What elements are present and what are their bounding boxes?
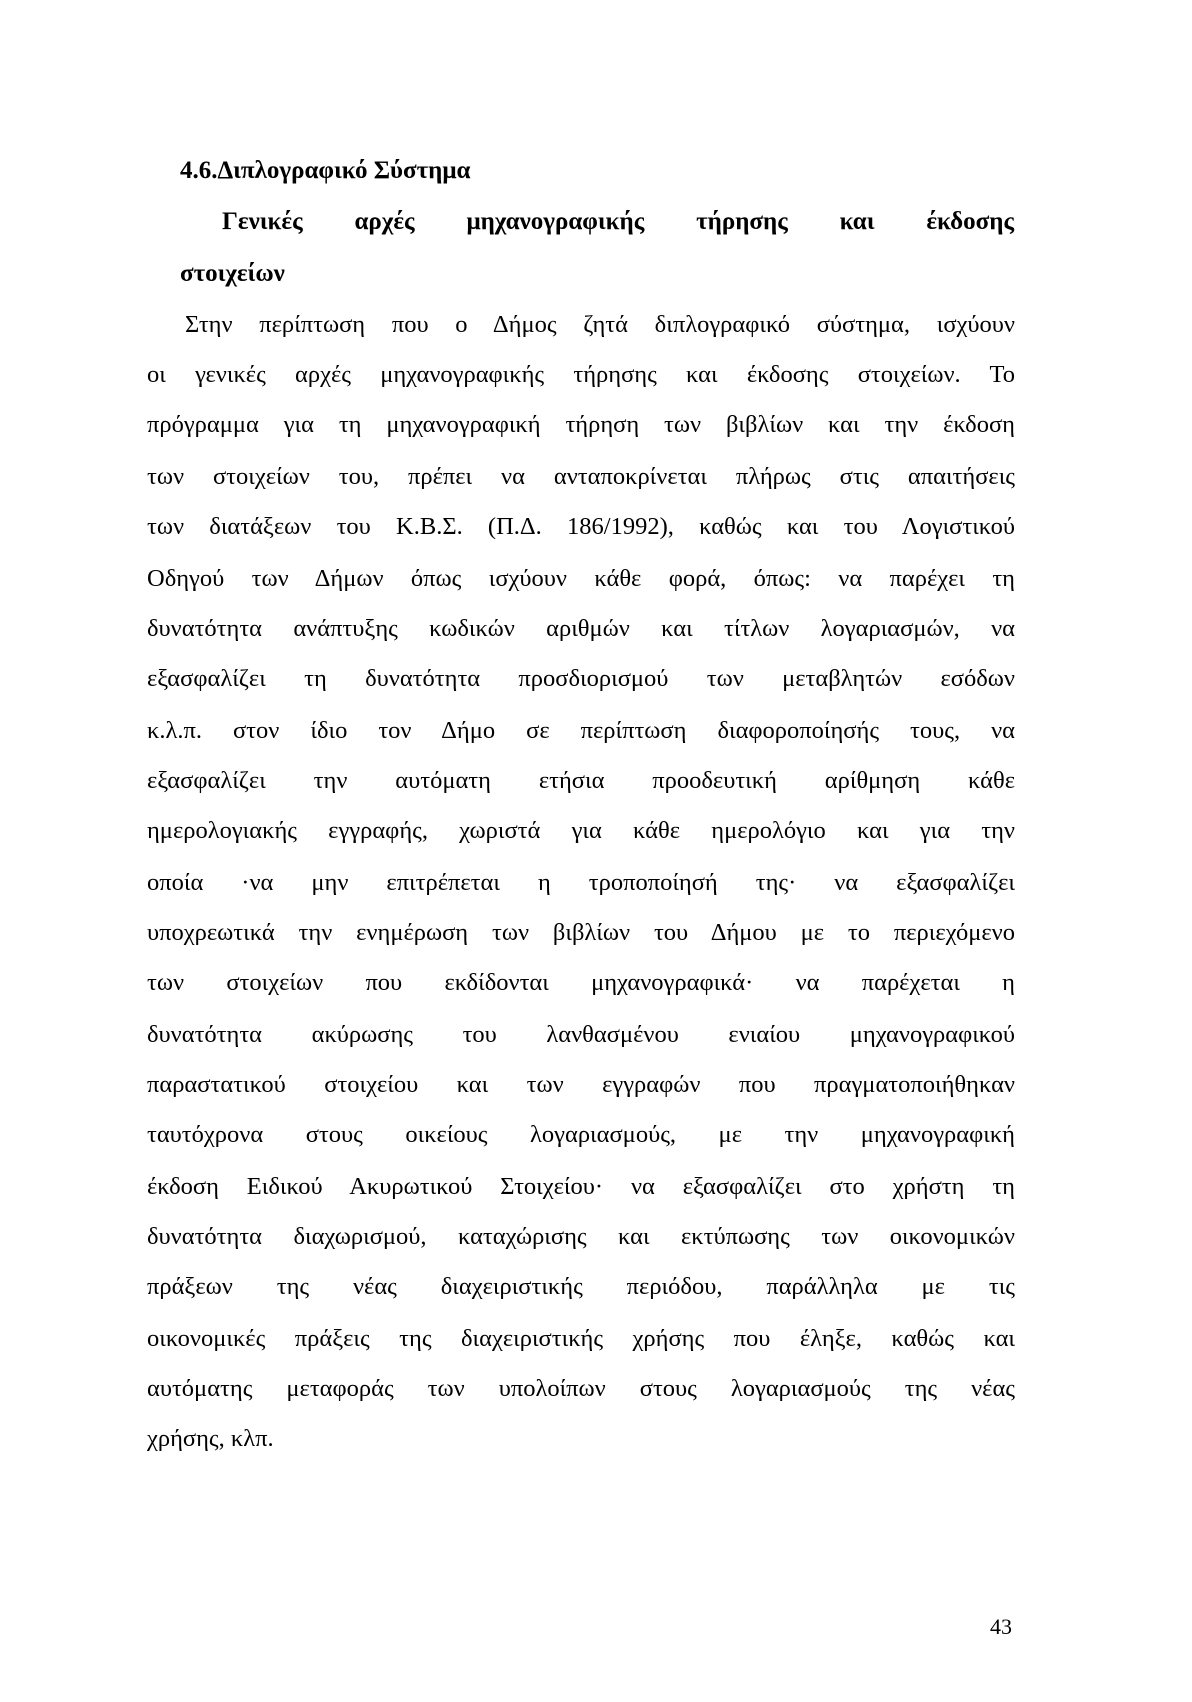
body-line: δυνατότητα ανάπτυξης κωδικών αριθμών και τίτλων λογαριασμών, να <box>147 615 1015 642</box>
body-line: Οδηγού των Δήμων όπως ισχύουν κάθε φορά, όπως: να παρέχει τη <box>147 565 1015 592</box>
body-line: παραστατικού στοιχείου και των εγγραφών που πραγματοποιήθηκαν <box>147 1071 1015 1098</box>
body-line: υποχρεωτικά την ενημέρωση των βιβλίων του Δήμου με το περιεχόμενο <box>147 919 1015 946</box>
body-line: των διατάξεων του Κ.Β.Σ. (Π.Δ. 186/1992), καθώς και του Λογιστικού <box>147 513 1015 540</box>
body-line: οποία ·να μην επιτρέπεται η τροποποίησή της· να εξασφαλίζει <box>147 869 1015 896</box>
body-line-last: χρήσης, κλπ. <box>147 1425 274 1452</box>
body-line: πράξεων της νέας διαχειριστικής περιόδου, παράλληλα με τις <box>147 1273 1015 1300</box>
subheading-line: Γενικές αρχές μηχανογραφικής τήρησης και έκδοσης <box>222 208 1014 235</box>
body-line: των στοιχείων που εκδίδονται μηχανογραφικά· να παρέχεται η <box>147 969 1015 996</box>
section-heading: 4.6.Διπλογραφικό Σύστημα <box>180 157 471 184</box>
page-number: 43 <box>990 1614 1012 1639</box>
body-line: έκδοση Ειδικού Ακυρωτικού Στοιχείου· να εξασφαλίζει στο χρήστη τη <box>147 1173 1015 1200</box>
body-line: κ.λ.π. στον ίδιο τον Δήμο σε περίπτωση διαφοροποίησής τους, να <box>147 717 1015 744</box>
body-line: δυνατότητα ακύρωσης του λανθασμένου ενιαίου μηχανογραφικού <box>147 1021 1015 1048</box>
body-line: εξασφαλίζει την αυτόματη ετήσια προοδευτική αρίθμηση κάθε <box>147 767 1015 794</box>
body-line: οικονομικές πράξεις της διαχειριστικής χρήσης που έληξε, καθώς και <box>147 1325 1015 1352</box>
subheading-line: στοιχείων <box>180 260 285 287</box>
body-line: ημερολογιακής εγγραφής, χωριστά για κάθε ημερολόγιο και για την <box>147 817 1015 844</box>
body-line: αυτόματης μεταφοράς των υπολοίπων στους λογαριασμούς της νέας <box>147 1375 1015 1402</box>
body-line: των στοιχείων του, πρέπει να ανταποκρίνεται πλήρως στις απαιτήσεις <box>147 463 1015 490</box>
body-line: ταυτόχρονα στους οικείους λογαριασμούς, με την μηχανογραφική <box>147 1121 1015 1148</box>
body-line: δυνατότητα διαχωρισμού, καταχώρισης και εκτύπωσης των οικονομικών <box>147 1223 1015 1250</box>
body-line: οι γενικές αρχές μηχανογραφικής τήρησης και έκδοσης στοιχείων. Το <box>147 361 1015 388</box>
body-line: εξασφαλίζει τη δυνατότητα προσδιορισμού των μεταβλητών εσόδων <box>147 665 1015 692</box>
body-line: πρόγραμμα για τη μηχανογραφική τήρηση των βιβλίων και την έκδοση <box>147 411 1015 438</box>
body-line: Στην περίπτωση που ο Δήμος ζητά διπλογραφικό σύστημα, ισχύουν <box>185 311 1015 338</box>
